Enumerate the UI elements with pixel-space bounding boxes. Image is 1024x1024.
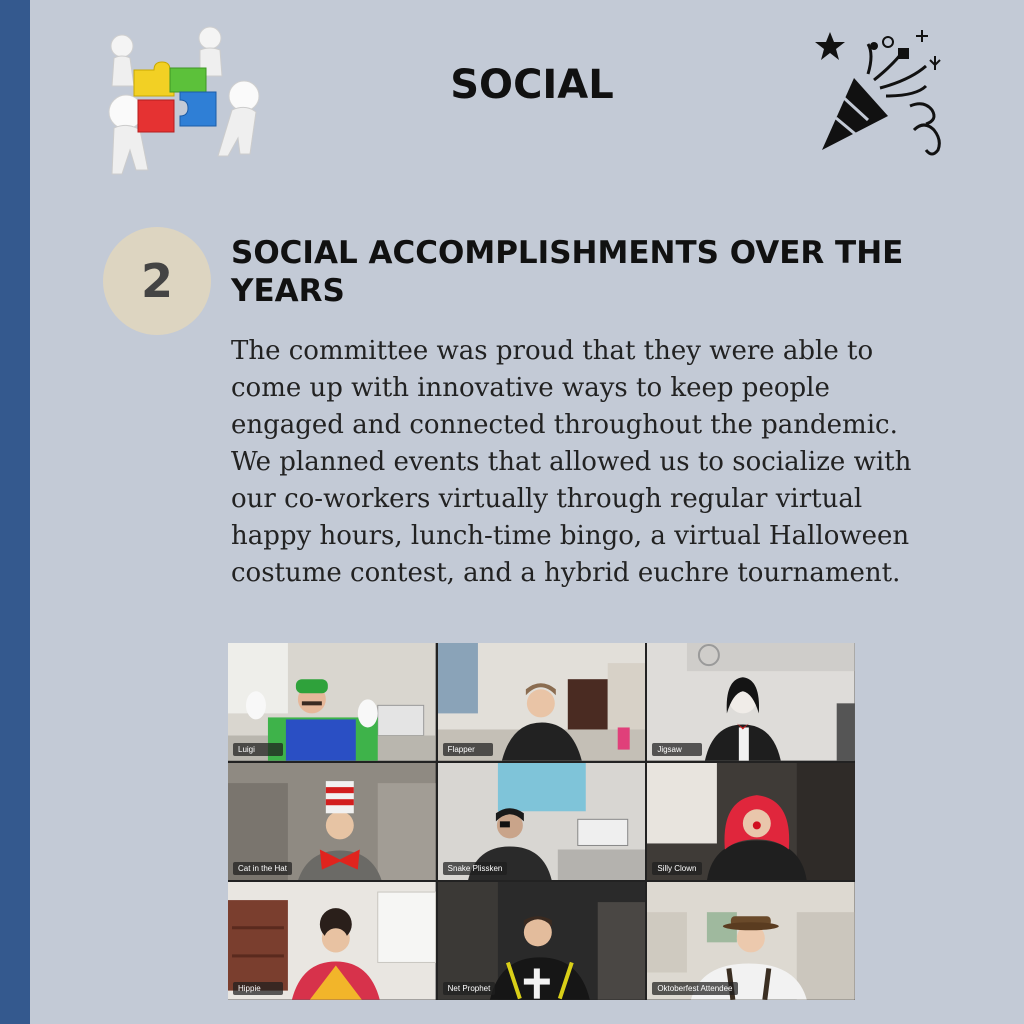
video-tile bbox=[228, 882, 436, 1000]
participant-name: Hippie bbox=[233, 982, 283, 995]
video-tile bbox=[438, 882, 646, 1000]
video-tile bbox=[647, 763, 855, 881]
participant-name: Luigi bbox=[233, 743, 283, 756]
participant-name: Net Prophet bbox=[443, 982, 496, 995]
video-tile bbox=[647, 882, 855, 1000]
video-call-screenshot bbox=[228, 643, 855, 1000]
participant-name: Flapper bbox=[443, 743, 493, 756]
video-tile bbox=[438, 763, 646, 881]
page-heading: SOCIAL bbox=[450, 62, 614, 108]
video-tile bbox=[647, 643, 855, 761]
side-accent-bar bbox=[0, 0, 30, 1024]
participant-name: Jigsaw bbox=[652, 743, 702, 756]
video-tile bbox=[228, 643, 436, 761]
section-number-badge: 2 bbox=[103, 227, 211, 335]
participant-name: Snake Plissken bbox=[443, 862, 508, 875]
section-title: SOCIAL ACCOMPLISHMENTS OVER THE YEARS bbox=[231, 235, 904, 309]
participant-name: Cat in the Hat bbox=[233, 862, 292, 875]
participant-name: Oktoberfest Attendee bbox=[652, 982, 737, 995]
video-tile bbox=[228, 763, 436, 881]
video-tile bbox=[438, 643, 646, 761]
body-paragraph: The committee was proud that they were able to come up with innovative ways to keep people engaged and connected throughout the pandemic. We planned events that allowed us to socialize with our co-workers virtually through regular virtual happy hours, lunch-time bingo, a virtual Halloween costume contest, and a hybrid euchre tournament. bbox=[231, 336, 912, 588]
participant-name: Silly Clown bbox=[652, 862, 702, 875]
